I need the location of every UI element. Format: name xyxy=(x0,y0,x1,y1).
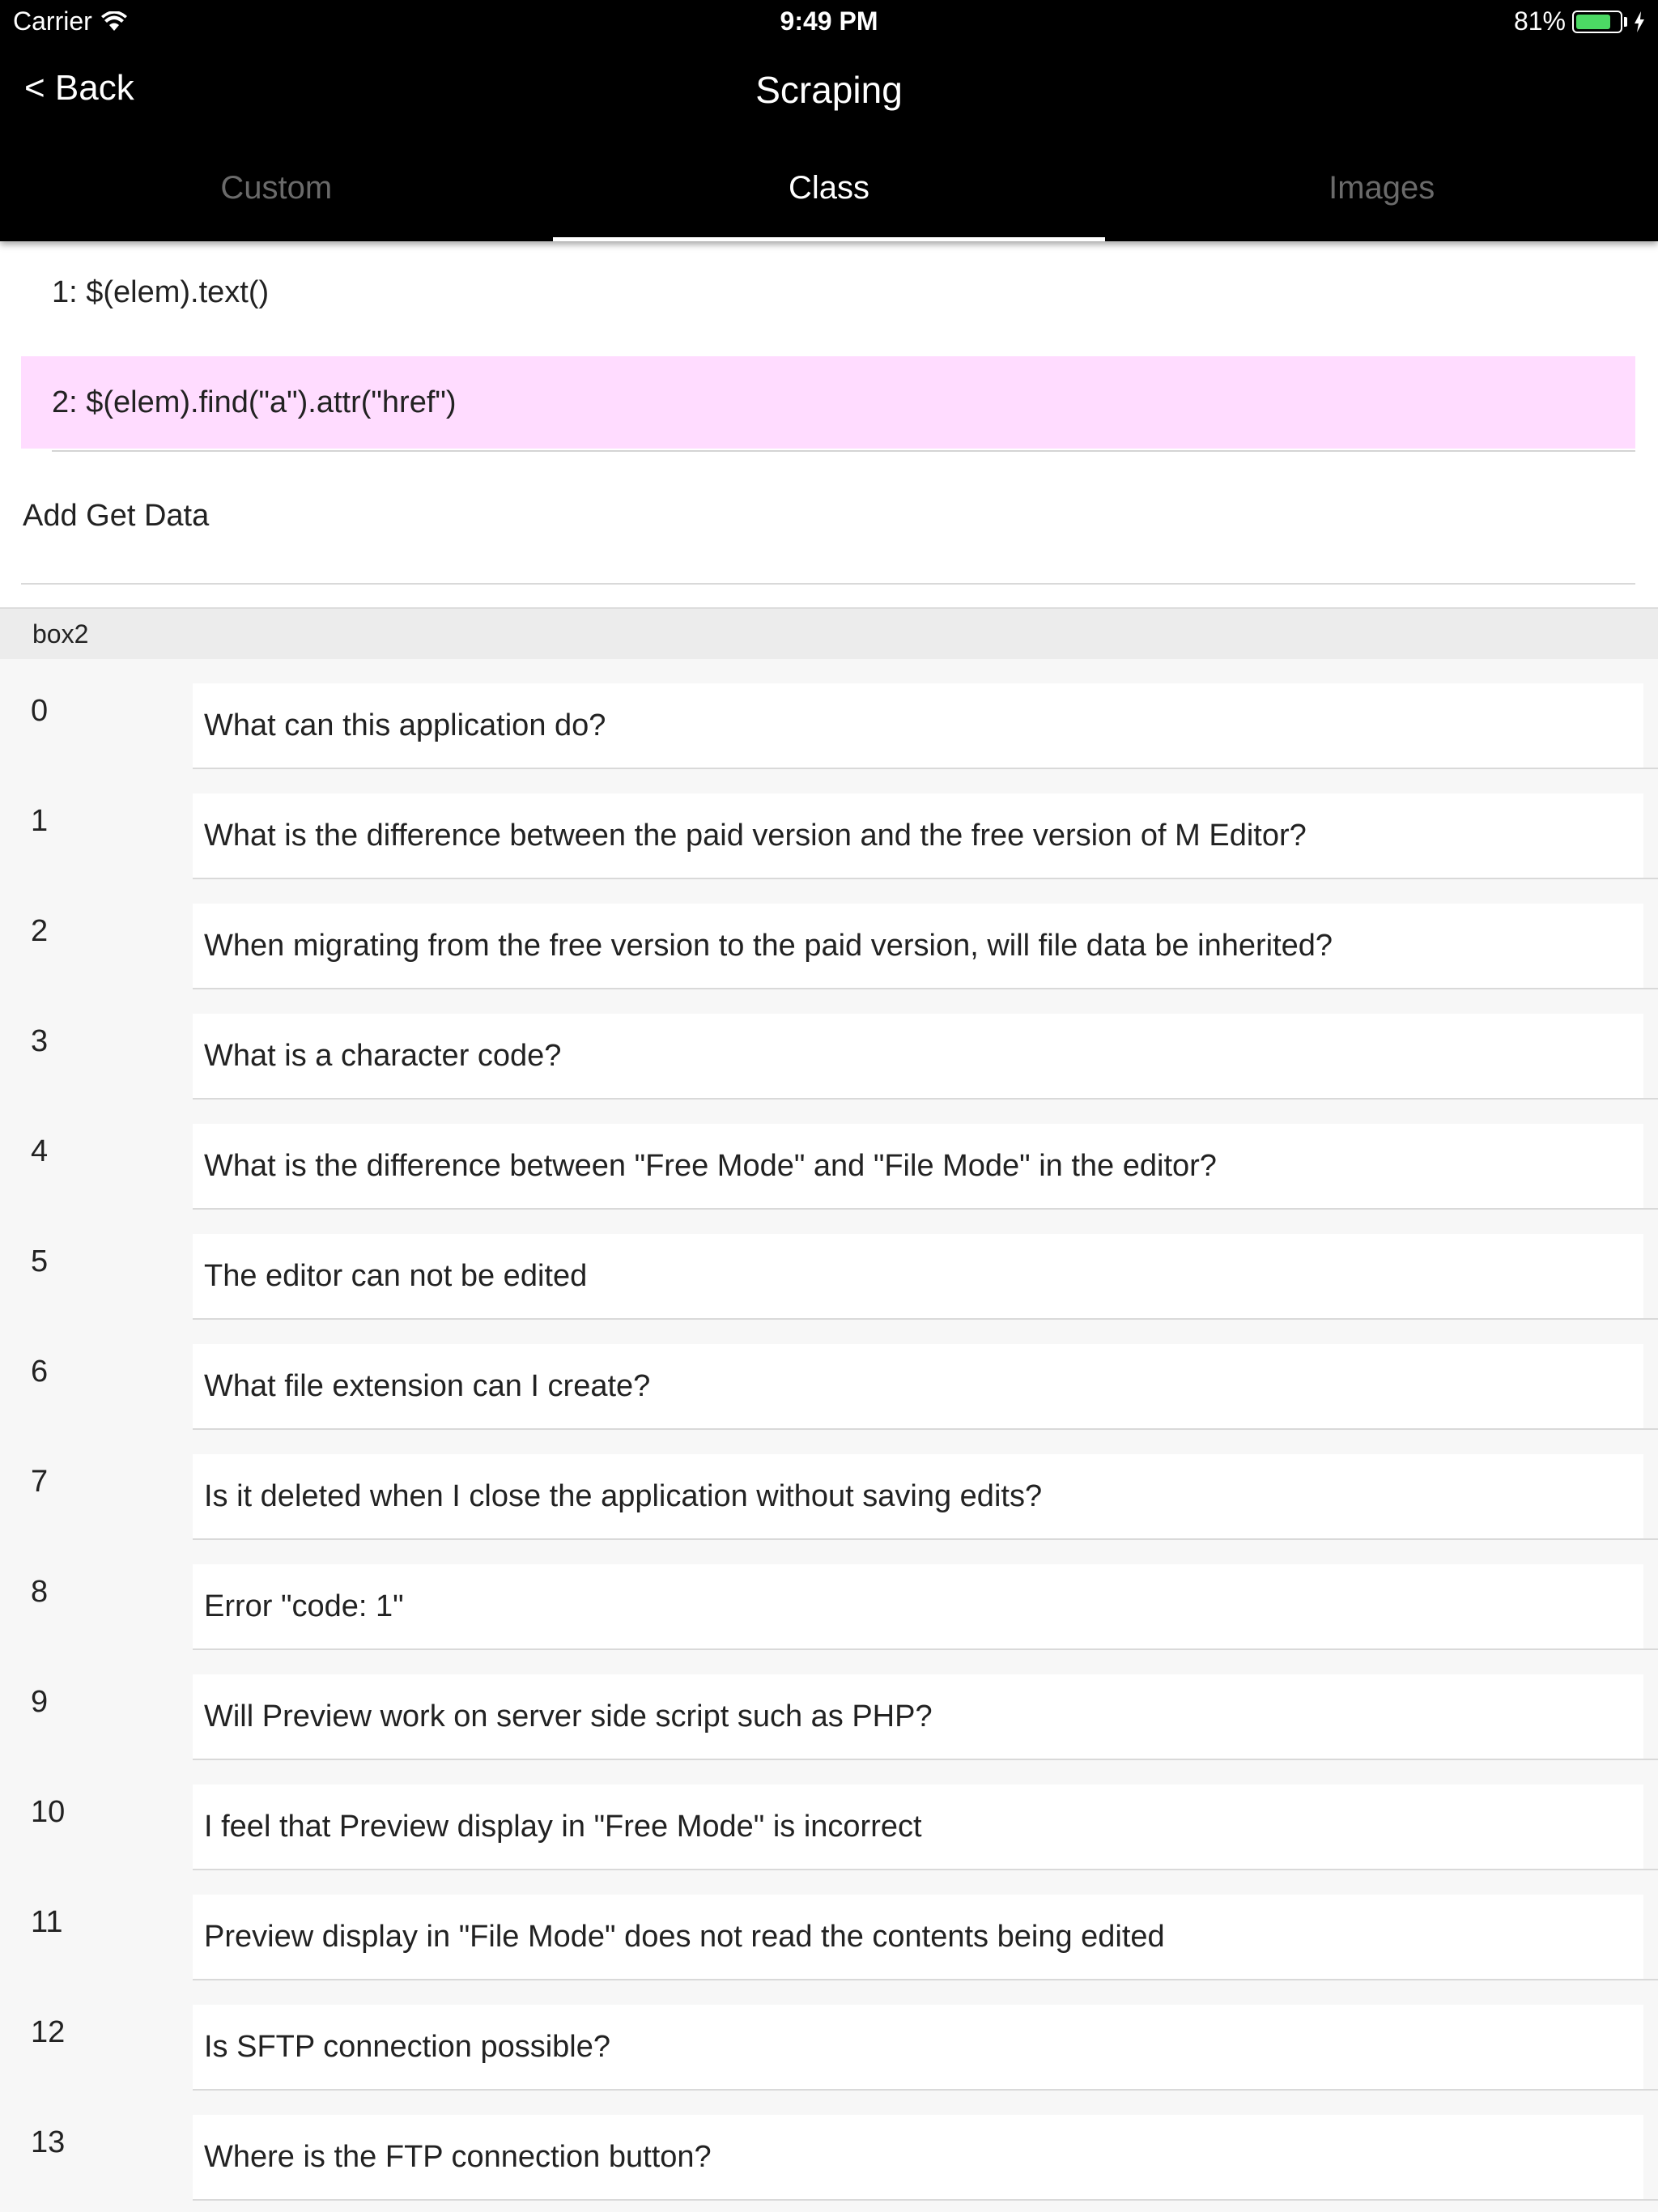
navigation-bar xyxy=(0,49,1658,138)
back-button[interactable]: < Back xyxy=(24,68,134,108)
getter-list xyxy=(0,241,1658,607)
top-chrome xyxy=(0,0,1658,241)
tab-images[interactable]: Images xyxy=(1329,170,1435,206)
table-row xyxy=(0,1100,1658,1210)
row-index: 7 xyxy=(31,1464,49,1499)
row-index: 0 xyxy=(31,693,49,728)
row-value-field[interactable]: Preview display in "File Mode" does not read the contents being edited xyxy=(193,1895,1643,1979)
row-value-field[interactable]: What can this application do? xyxy=(193,683,1643,768)
table-row xyxy=(0,1540,1658,1650)
row-value-field[interactable]: Is SFTP connection possible? xyxy=(193,2005,1643,2089)
result-list xyxy=(0,659,1658,2201)
table-row xyxy=(0,769,1658,879)
tab-class[interactable]: Class xyxy=(553,155,1106,241)
row-index: 12 xyxy=(31,2014,66,2049)
battery-fill xyxy=(1576,15,1610,29)
getter-divider xyxy=(52,450,1635,452)
row-index: 3 xyxy=(31,1023,49,1058)
row-value-field[interactable]: Will Preview work on server side script such as PHP? xyxy=(193,1674,1643,1759)
row-index: 8 xyxy=(31,1574,49,1609)
segment-tabs xyxy=(0,155,1658,241)
table-row xyxy=(0,1430,1658,1540)
table-row xyxy=(0,1650,1658,1760)
carrier-label: Carrier xyxy=(13,6,92,36)
row-value-field[interactable]: What file extension can I create? xyxy=(193,1344,1643,1428)
row-index: 13 xyxy=(31,2125,66,2159)
table-row xyxy=(0,1320,1658,1430)
add-get-data-button[interactable]: Add Get Data xyxy=(23,499,210,533)
getter-item[interactable]: 2: $(elem).find("a").attr("href") xyxy=(21,356,1635,449)
row-value-field[interactable]: Where is the FTP connection button? xyxy=(193,2115,1643,2199)
table-row xyxy=(0,1870,1658,1980)
section-header: box2 xyxy=(0,607,1658,659)
bolt-icon xyxy=(1634,11,1645,32)
battery-icon xyxy=(1572,11,1622,33)
row-value-field[interactable]: The editor can not be edited xyxy=(193,1234,1643,1318)
status-right xyxy=(1514,6,1645,36)
row-index: 2 xyxy=(31,913,49,948)
table-row xyxy=(0,989,1658,1100)
table-row xyxy=(0,1760,1658,1870)
status-bar xyxy=(0,0,1658,45)
battery-percent: 81% xyxy=(1513,6,1566,36)
row-value-field[interactable]: What is the difference between the paid version and the free version of M Editor? xyxy=(193,793,1643,878)
tab-custom[interactable]: Custom xyxy=(220,170,333,206)
status-time: 9:49 PM xyxy=(780,6,878,36)
row-value-field[interactable]: What is a character code? xyxy=(193,1014,1643,1098)
row-divider xyxy=(193,2199,1658,2201)
row-value-field[interactable]: Is it deleted when I close the application without saving edits? xyxy=(193,1454,1643,1538)
row-index: 6 xyxy=(31,1354,49,1389)
row-index: 11 xyxy=(31,1904,63,1939)
table-row xyxy=(0,1210,1658,1320)
table-row xyxy=(0,1980,1658,2091)
page-title: Scraping xyxy=(755,69,903,111)
table-row xyxy=(0,659,1658,769)
row-index: 4 xyxy=(31,1134,49,1168)
row-index: 9 xyxy=(31,1684,49,1719)
add-divider xyxy=(21,583,1635,585)
row-index: 1 xyxy=(31,803,49,838)
row-index: 10 xyxy=(31,1794,66,1829)
row-index: 5 xyxy=(31,1244,49,1278)
getter-item[interactable]: 1: $(elem).text() xyxy=(52,274,270,309)
battery-cap xyxy=(1624,17,1627,27)
content xyxy=(0,241,1658,2201)
table-row xyxy=(0,2091,1658,2201)
row-value-field[interactable]: I feel that Preview display in "Free Mode" is incorrect xyxy=(193,1784,1643,1869)
row-value-field[interactable]: What is the difference between "Free Mode" and "File Mode" in the editor? xyxy=(193,1124,1643,1208)
row-value-field[interactable]: When migrating from the free version to the paid version, will file data be inherited? xyxy=(193,904,1643,988)
row-value-field[interactable]: Error "code: 1" xyxy=(193,1564,1643,1648)
table-row xyxy=(0,879,1658,989)
